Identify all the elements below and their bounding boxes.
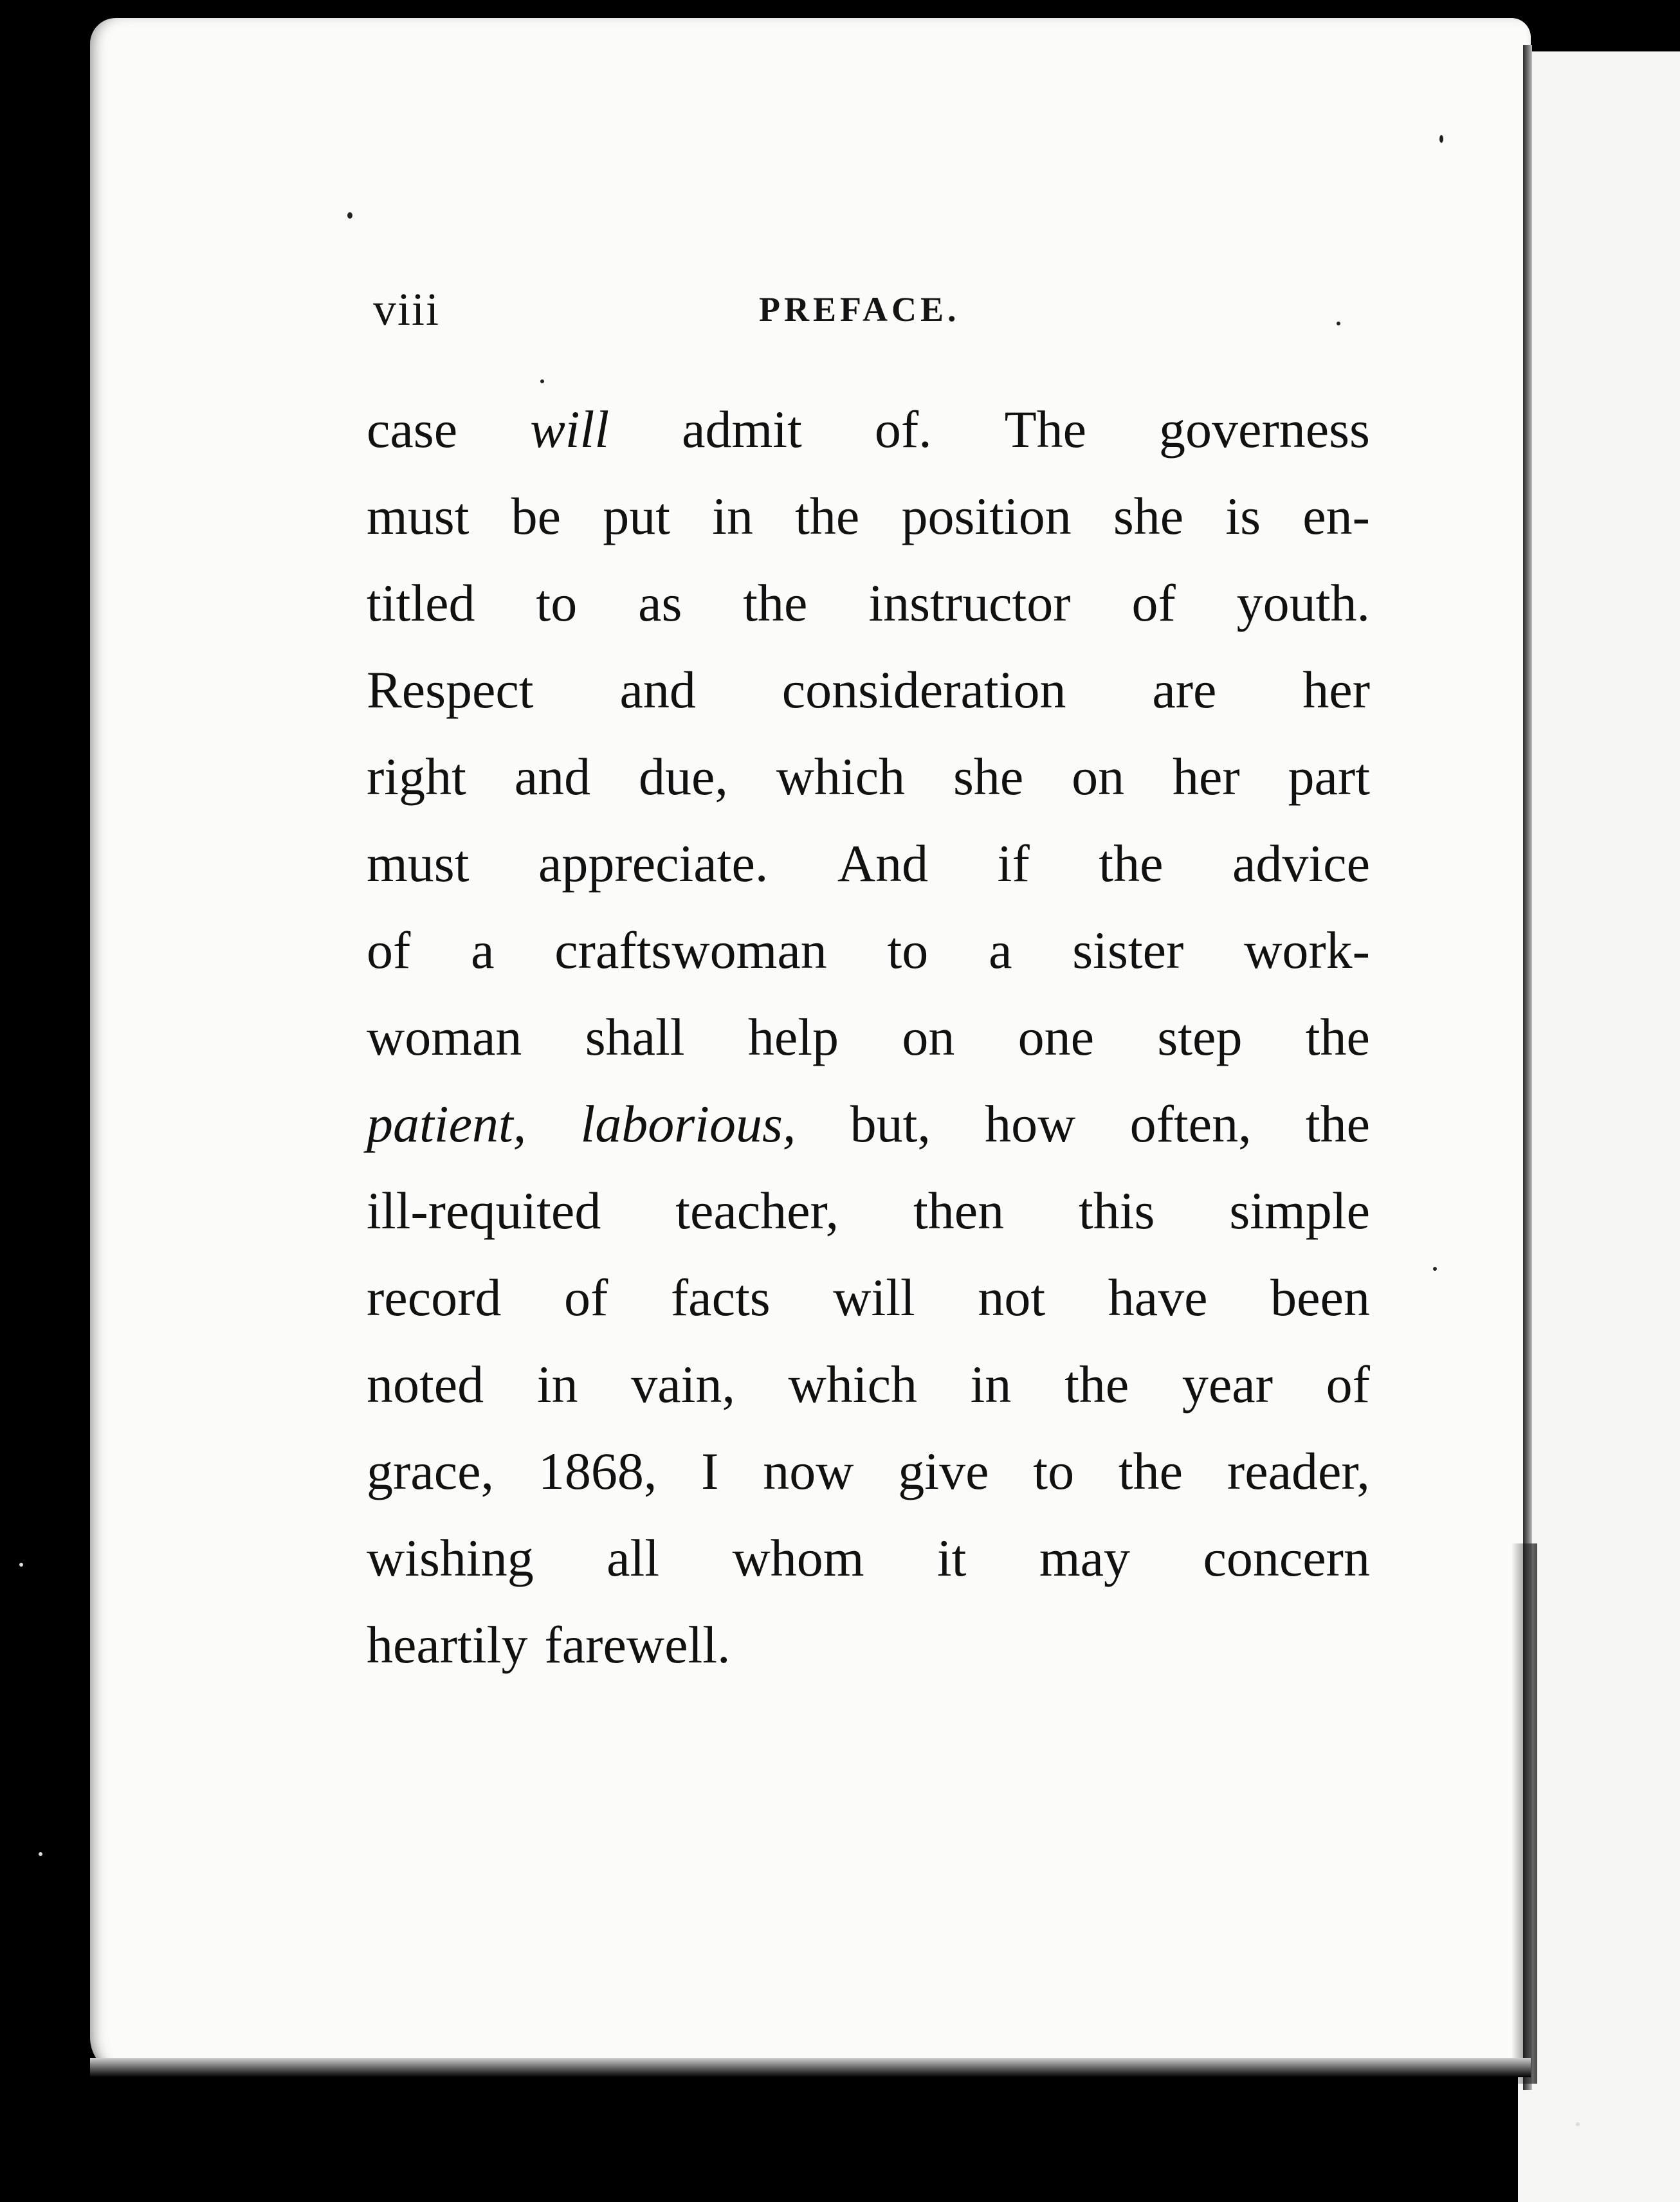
text-word: a (989, 921, 1012, 979)
page-number: viii (373, 284, 441, 335)
text-word: be (511, 487, 562, 545)
text-word: must (367, 487, 470, 545)
text-word: it (936, 1529, 967, 1587)
text-line (367, 646, 1370, 733)
facing-page-edge (1518, 51, 1680, 2202)
text-word: help (747, 1008, 839, 1066)
text-word: case (367, 400, 458, 459)
text-word: position (901, 487, 1072, 545)
text-line (367, 386, 1370, 473)
text-line (367, 1515, 1370, 1601)
text-word: she (1113, 487, 1184, 545)
text-word: put (603, 487, 670, 545)
scan-speck (39, 1852, 42, 1856)
text-word: one (1018, 1008, 1095, 1066)
text-word: year (1182, 1355, 1274, 1414)
text-word: The (1004, 400, 1087, 459)
text-word: will (833, 1268, 915, 1327)
text-word: en- (1302, 487, 1370, 545)
text-word: part (1288, 747, 1370, 806)
text-word: now (763, 1442, 854, 1500)
scan-speck (1576, 2122, 1580, 2126)
text-word: vain, (631, 1355, 735, 1414)
text-line (367, 1601, 1370, 1688)
scan-speck (1433, 1267, 1437, 1271)
text-word: heartily (367, 1615, 528, 1674)
text-word: must (367, 834, 470, 893)
text-word: which (776, 747, 906, 806)
text-word: grace, (367, 1442, 494, 1500)
page-header (373, 283, 1376, 347)
text-word: give (898, 1442, 989, 1500)
text-word: and (619, 660, 696, 719)
text-word: the (795, 487, 860, 545)
text-word: of. (874, 400, 932, 459)
text-word: if (997, 834, 1030, 893)
text-word: step (1157, 1008, 1243, 1066)
text-word: often, (1129, 1095, 1252, 1153)
text-word: will (530, 400, 610, 459)
page-bottom-edge (90, 2058, 1531, 2077)
text-line (367, 907, 1370, 994)
text-word: laborious, (580, 1095, 796, 1153)
text-word: sister (1072, 921, 1184, 979)
text-word: of (563, 1268, 608, 1327)
text-word: have (1108, 1268, 1208, 1327)
text-word: all (607, 1529, 660, 1587)
text-word: 1868, (538, 1442, 657, 1500)
text-word: whom (732, 1529, 864, 1587)
text-word: consideration (781, 660, 1066, 719)
text-word: And (837, 834, 929, 893)
text-word: noted (367, 1355, 484, 1414)
text-line (367, 1080, 1370, 1167)
text-word: the (1305, 1095, 1370, 1153)
text-word: woman (367, 1008, 522, 1066)
scan-speck (19, 1563, 23, 1567)
text-word: of (367, 921, 411, 979)
text-word: I (701, 1442, 719, 1500)
text-word: in (536, 1355, 578, 1414)
text-word: but, (850, 1095, 931, 1153)
text-word: admit (682, 400, 802, 459)
text-line (367, 473, 1370, 560)
running-head: PREFACE. (759, 290, 960, 329)
text-word: shall (585, 1008, 685, 1066)
text-word: craftswoman (554, 921, 827, 979)
text-word: to (536, 574, 578, 632)
text-word: in (712, 487, 753, 545)
text-word: due, (638, 747, 728, 806)
text-line (367, 1428, 1370, 1515)
text-word: of (1326, 1355, 1370, 1414)
text-word: advice (1232, 834, 1370, 893)
text-line (367, 820, 1370, 907)
text-word: farewell. (544, 1615, 731, 1674)
text-word: may (1039, 1529, 1131, 1587)
text-word: facts (670, 1268, 771, 1327)
text-word: to (1033, 1442, 1075, 1500)
text-word: is (1225, 487, 1261, 545)
text-word: instructor (868, 574, 1071, 632)
text-word: appreciate. (538, 834, 769, 893)
text-word: this (1078, 1181, 1155, 1240)
text-line (367, 733, 1370, 820)
text-word: simple (1229, 1181, 1370, 1240)
text-word: a (471, 921, 495, 979)
text-word: the (743, 574, 808, 632)
text-word: of (1131, 574, 1176, 632)
text-word: concern (1203, 1529, 1370, 1587)
scan-speck (540, 379, 544, 383)
text-word: wishing (367, 1529, 534, 1587)
text-word: as (638, 574, 682, 632)
text-word: her (1172, 747, 1240, 806)
text-line (367, 560, 1370, 646)
text-word: the (1064, 1355, 1129, 1414)
text-word: the (1118, 1442, 1183, 1500)
text-word: the (1099, 834, 1164, 893)
text-word: ill-requited (367, 1181, 601, 1240)
text-word: she (953, 747, 1024, 806)
text-word: Respect (367, 660, 534, 719)
text-word: record (367, 1268, 502, 1327)
text-line (367, 1341, 1370, 1428)
body-text (367, 386, 1370, 1688)
text-word: titled (367, 574, 475, 632)
text-line (367, 994, 1370, 1080)
text-word: on (1072, 747, 1125, 806)
text-word: patient, (367, 1095, 527, 1153)
text-word: her (1302, 660, 1370, 719)
scan-speck (1439, 135, 1443, 143)
text-line (367, 1167, 1370, 1254)
text-word: then (913, 1181, 1005, 1240)
text-word: teacher, (675, 1181, 839, 1240)
text-word: are (1152, 660, 1217, 719)
text-word: work- (1244, 921, 1370, 979)
text-word: how (985, 1095, 1076, 1153)
text-word: governess (1159, 400, 1370, 459)
text-word: which (788, 1355, 917, 1414)
text-word: on (902, 1008, 955, 1066)
text-word: been (1270, 1268, 1370, 1327)
text-word: the (1305, 1008, 1370, 1066)
text-word: and (514, 747, 591, 806)
scan-speck (347, 212, 352, 219)
text-word: to (887, 921, 929, 979)
spine-shadow (1511, 1543, 1537, 2084)
text-line (367, 1254, 1370, 1341)
text-word: youth. (1236, 574, 1370, 632)
text-word: reader, (1227, 1442, 1370, 1500)
text-word: right (367, 747, 466, 806)
text-word: not (978, 1268, 1046, 1327)
scan-speck (1337, 322, 1340, 325)
text-word: in (970, 1355, 1012, 1414)
